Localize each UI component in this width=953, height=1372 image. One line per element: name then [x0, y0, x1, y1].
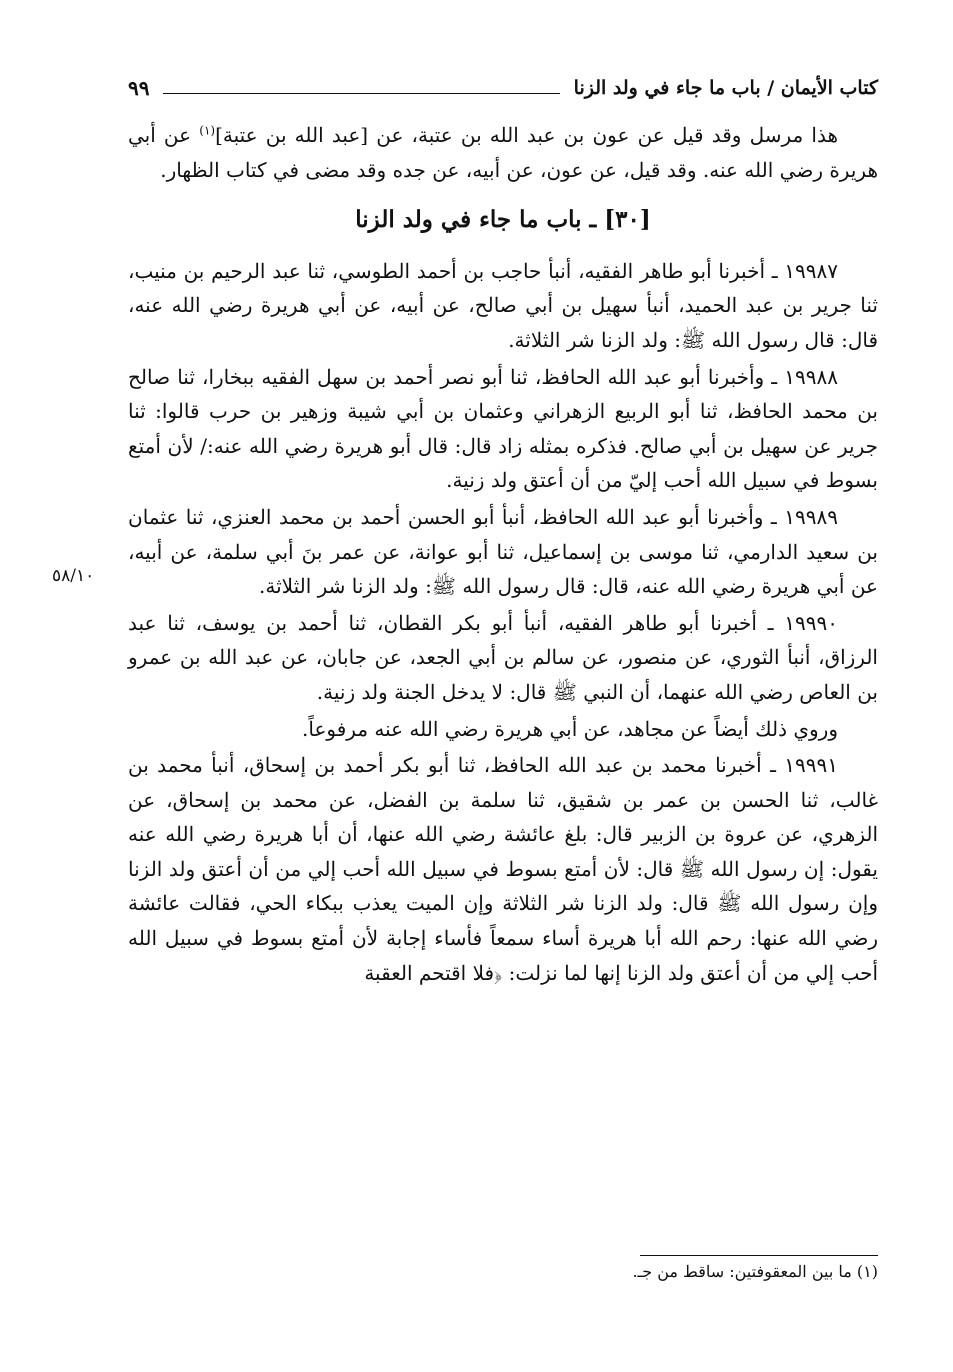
paragraph-text-after: عن أبي هريرة رضي الله عنه. وقد قيل، عن عون، عن أبيه، عن جده وقد مضى في كتاب الظهار. — [128, 123, 878, 182]
main-text — [128, 118, 878, 990]
page-number: ٩٩ — [128, 76, 150, 100]
paragraph-text: هذا مرسل وقد قيل عن عون بن عبد الله بن عتبة، عن [عبد الله بن عتبة] — [215, 123, 839, 147]
footnote-rule — [640, 1255, 878, 1256]
paragraph-intro — [128, 118, 878, 187]
paragraph-narration: وروي ذلك أيضاً عن مجاهد، عن أبي هريرة رضي الله عنه مرفوعاً. — [302, 716, 838, 741]
running-header — [128, 70, 878, 106]
hadith-19990: ١٩٩٩٠ ـ أخبرنا أبو طاهر الفقيه، أنبأ أبو بكر القطان، ثنا أحمد بن يوسف، ثنا عبد الرزاق، أنبأ الثوري، عن منصور، عن سالم بن أبي الجعد، عن جابان، عن عبد الله بن عمرو بن العاص رضي الله عنهما، أن النبي ﷺ قال: لا يدخل الجنة ولد زنية. — [128, 610, 878, 704]
header-rule — [163, 93, 559, 94]
hadith-19991: ١٩٩٩١ ـ أخبرنا محمد بن عبد الله الحافظ، ثنا أبو بكر أحمد بن إسحاق، أنبأ محمد بن غالب، ثنا الحسن بن عمر بن شقيق، ثنا سلمة بن الفضل، عن محمد بن إسحاق، عن الزهري، عن عروة بن الزبير قال: بلغ عائشة رضي الله عنها، أن أبا هريرة رضي الله عنه يقول: إن رسول الله ﷺ قال: لأن أمتع بسوط في سبيل الله أحب إلي من أن أعتق ولد الزنا وإن رسول الله ﷺ قال: ولد الزنا شر الثلاثة وإن الميت يعذب ببكاء الحي، فقالت عائشة رضي الله عنها: رحم الله أبا هريرة أساء سمعاً فأساء إجابة لأن أمتع بسوط في سبيل الله أحب إلي من أن أعتق ولد الزنا إنها لما نزلت: ﴿فلا اقتحم العقبة — [128, 753, 878, 985]
running-title: كتاب الأيمان / باب ما جاء في ولد الزنا — [573, 77, 878, 99]
hadith-19987: ١٩٩٨٧ ـ أخبرنا أبو طاهر الفقيه، أنبأ حاجب بن أحمد الطوسي، ثنا عبد الرحيم بن منيب، ثنا جرير بن عبد الحميد، أنبأ سهيل بن أبي صالح، عن أبيه، عن أبي هريرة رضي الله عنه، قال: قال رسول الله ﷺ: ولد الزنا شر الثلاثة. — [128, 258, 878, 352]
margin-note: ٥٨/١٠ — [52, 566, 95, 586]
footnote: (١) ما بين المعقوفتين: ساقط من جـ. — [632, 1262, 878, 1281]
chapter-heading: [٣٠] ـ باب ما جاء في ولد الزنا — [355, 206, 651, 234]
hadith-19988: ١٩٩٨٨ ـ وأخبرنا أبو عبد الله الحافظ، ثنا أبو نصر أحمد بن سهل الفقيه ببخارا، ثنا صالح بن محمد الحافظ، ثنا أبو الربيع الزهراني وعثمان بن أبي شيبة وزهير بن حرب قالوا: ثنا جرير عن سهيل بن أبي صالح. فذكره بمثله زاد قال: قال أبو هريرة رضي الله عنه:/ لأن أمتع بسوط في سبيل الله أحب إليّ من أن أعتق ولد زنية. — [128, 364, 878, 493]
footnote-ref: (١) — [199, 123, 216, 138]
hadith-19989: ١٩٩٨٩ ـ وأخبرنا أبو عبد الله الحافظ، أنبأ أبو الحسن أحمد بن محمد العنزي، ثنا عثمان بن سعيد الدارمي، ثنا موسى بن إسماعيل، ثنا أبو عوانة، عن عمر بنَ أبي سلمة، عن أبيه، عن أبي هريرة رضي الله عنه، قال: قال رسول الله ﷺ: ولد الزنا شر الثلاثة. — [128, 504, 878, 599]
